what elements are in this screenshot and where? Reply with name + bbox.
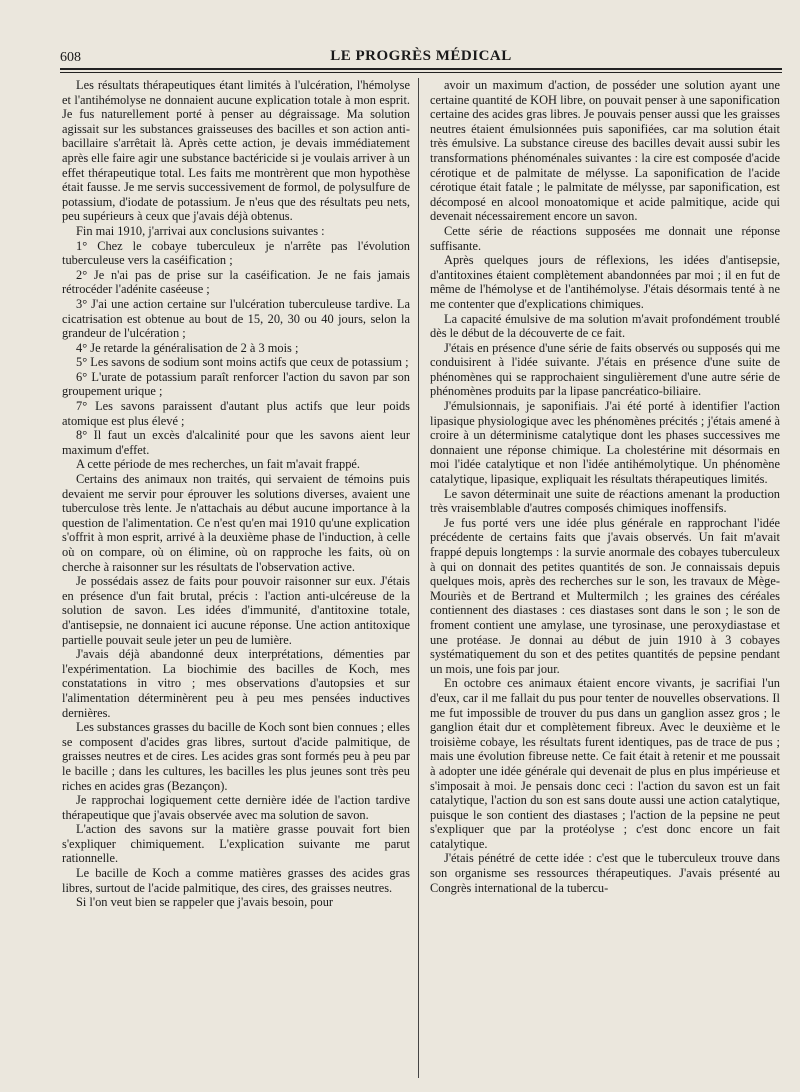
paragraph: 3° J'ai une action certaine sur l'ulcération tuberculeuse tardive. La cicatrisation est obtenue au bout de 15, 20, 30 ou 40 jours, selon la grandeur de l'ulcération ;	[62, 296, 410, 341]
page-number: 608	[60, 50, 81, 65]
paragraph: Le bacille de Koch a comme matières grasses des acides gras libres, surtout de l'acide palmitique, des cires, des graisses neutres.	[62, 866, 410, 895]
paragraph: J'avais déjà abandonné deux interprétations, démenties par l'expérimentation. La biochimie des bacilles de Koch, mes constatations in vitro ; mes observations d'autopsies et sur l'alimentation déterminèrent peu à peu mes pensées inductives dernières.	[62, 647, 410, 720]
right-column	[430, 78, 780, 895]
paragraph: L'action des savons sur la matière grasse pouvait fort bien s'expliquer chimiquement. L'explication suivante me parut rationnelle.	[62, 822, 410, 866]
paragraph: Si l'on veut bien se rappeler que j'avais besoin, pour	[76, 895, 334, 910]
paragraph: 1° Chez le cobaye tuberculeux je n'arrête pas l'évolution tuberculeuse vers la caséification ;	[62, 238, 410, 268]
paragraph: A cette période de mes recherches, un fait m'avait frappé.	[76, 457, 360, 472]
paragraph: Les substances grasses du bacille de Koch sont bien connues ; elles se composent d'acides gras libres, surtout d'acide palmitique, de graisses neutres et de cires. Les acides gras sont formés peu à peu par le bacille ; dans les cultures, les bacilles les plus jeunes sont très peu riches en acides gras (Bezançon).	[62, 720, 410, 793]
paragraph: 5° Les savons de sodium sont moins actifs que ceux de potassium ;	[76, 355, 409, 370]
paragraph: Cette série de réactions supposées me donnait une réponse suffisante.	[430, 223, 780, 253]
left-column	[62, 78, 410, 910]
paragraph: 7° Les savons paraissent d'autant plus actifs que leur poids atomique est plus élevé ;	[62, 399, 410, 428]
paragraph: Certains des animaux non traités, qui servaient de témoins puis devaient me servir pour éprouver les solutions diverses, avaient une tuberculose très lente. Je n'attachais au début aucune importance à la question de l'alimentation. Ce n'est qu'en mai 1910 qu'une explication s'offrit à mon esprit, arrivé à la deuxième phase de l'induction, à celle où on compare, où on élimine, où on rapproche les faits, où on cherche à raisonner sur les résultats de l'observation active.	[62, 472, 410, 574]
paragraph: J'étais pénétré de cette idée : c'est que le tuberculeux trouve dans son organisme ses ressources thérapeutiques. J'avais présenté au Congrès international de la tubercu-	[430, 851, 780, 895]
paragraph: Je fus porté vers une idée plus générale en rapprochant l'idée précédente de certains faits que j'avais observés. Un fait m'avait frappé depuis longtemps : la survie anormale des cobayes tuberculeux à qui on donnait des petites quantités de son. Je connaissais depuis quelques mois, après des recherches sur le son, les travaux de Mège-Mouriès et de Bertrand et Multermilch ; les graines des céréales contiennent des diastases : ces diastases sont dans le son ; le son de froment contient une amylase, une tyrosinase, une peroxydiastase et une protéase. Je donnai au début de juin 1910 à 3 cobayes systématiquement du son et des petites quantités de pepsine pendant un mois, une fois par jour.	[430, 515, 780, 676]
column-divider	[418, 78, 419, 1078]
paragraph: Les résultats thérapeutiques étant limités à l'ulcération, l'hémolyse et l'antihémolyse ne donnaient aucune explication totale à mon esprit. Je fus naturellement porté à penser au dégraissage. Ma solution agissait sur les substances graisseuses des bacilles et son action anti-bacillaire s'arrêtait là. Après cette action, je devais immédiatement après elle faire agir une substance bactéricide si je voulais arriver à un effet thérapeutique total. Les faits me montrèrent que mon hypothèse était fausse. Je me servis successivement de formol, de polysulfure de potassium, d'iodate de potassium. Je n'eus que des résultats peu nets, peu supérieurs à ceux que j'avais déjà obtenus.	[62, 78, 410, 224]
paragraph: Je possédais assez de faits pour pouvoir raisonner sur eux. J'étais en présence d'un fait brutal, précis : l'action anti-ulcéreuse de la solution de savon. Les idées d'immunité, d'antitoxine totale, d'antisepsie, ne donnaient ici aucune réponse. Une action antitoxique partielle pouvait seule jeter un peu de lumière.	[62, 574, 410, 647]
paragraph: 8° Il faut un excès d'alcalinité pour que les savons aient leur maximum d'effet.	[62, 428, 410, 457]
header-rule	[60, 68, 782, 73]
paragraph: En octobre ces animaux étaient encore vivants, je sacrifiai l'un d'eux, car il me fallait du pus pour tenter de nouvelles observations. Il me fut impossible de trouver du pus dans un ganglion assez gros ; le ganglion était dur et complètement fibreux. Avec le deuxième et le troisième cobaye, les résultats furent identiques, pas de trace de pus ; mais une évolution fibreuse nette. Ce fait était à retenir et me poussait à adopter une idée générale qui devenait de plus en plus impérieuse et s'imposait à moi. Je pensais donc ceci : l'action du savon est un fait catalytique, l'action du son est sans doute aussi une action catalytique, puisque le son contient des diastases ; l'action de la pepsine ne peut s'expliquer que par la protéolyse ; c'est donc encore un fait catalytique.	[430, 676, 780, 851]
paragraph: 4° Je retarde la généralisation de 2 à 3 mois ;	[76, 340, 299, 355]
paragraph: Fin mai 1910, j'arrivai aux conclusions suivantes :	[76, 223, 325, 238]
paragraph: J'émulsionnais, je saponifiais. J'ai été porté à identifier l'action lipasique physiologique avec les phénomènes précités ; j'étais amené à croire à un déterminisme catalytique dont les phases successives me donnaient une réponse chimique. La cholestérine mit désormais en moi l'idée catalytique et non l'idée antihémolytique. Un phénomène catalytique, lipasique, expliquait les résultats thérapeutiques limités.	[430, 399, 780, 487]
running-header	[60, 46, 782, 68]
paragraph: J'étais en présence d'une série de faits observés ou supposés qui me conduisirent à l'idée suivante. J'étais en présence d'une suite de phénomènes qui se rapprochaient singulièrement d'une autre série de phénomènes produits par la lipase pancréatico-biliaire.	[430, 340, 780, 399]
paragraph: 6° L'urate de potassium paraît renforcer l'action du savon par son groupement urique ;	[62, 369, 410, 399]
paragraph: 2° Je n'ai pas de prise sur la caséification. Je ne fais jamais rétrocéder l'adénite caséeuse ;	[62, 267, 410, 297]
paragraph: Le savon déterminait une suite de réactions amenant la production très vraisemblable d'autres composés chimiques inoffensifs.	[430, 486, 780, 516]
paragraph: avoir un maximum d'action, de posséder une solution ayant une certaine quantité de KOH libre, on pouvait penser à une saponification certaine des acides gras libres. Je pouvais penser aussi que les graisses neutres étaient émulsionnées puis saponifiées, car ma solution était très émulsive. La substance cireuse des bacilles devait aussi subir les transformations phénoménales suivantes : la cire est composée d'acide cérotique et de palmitate de mélysse. La saponification de l'acide cérotique était fatale ; le palmitate de mélysse, par saponification, est décomposé en alcool monoatomique et acide palmitique, acide qui devenait nécessairement encore un savon.	[430, 78, 780, 224]
paragraph: La capacité émulsive de ma solution m'avait profondément troublé dès le début de la découverte de ce fait.	[430, 311, 780, 341]
paragraph: Je rapprochai logiquement cette dernière idée de l'action tardive thérapeutique que j'avais observée avec ma solution de savon.	[62, 793, 410, 822]
paragraph: Après quelques jours de réflexions, les idées d'antisepsie, d'antitoxines étaient complètement abandonnées par moi ; il en fut de même de l'hémolyse et de l'antihémolyse. J'étais désormais tenté à ne me contenter que d'explications chimiques.	[430, 253, 780, 311]
journal-title: LE PROGRÈS MÉDICAL	[330, 48, 512, 64]
